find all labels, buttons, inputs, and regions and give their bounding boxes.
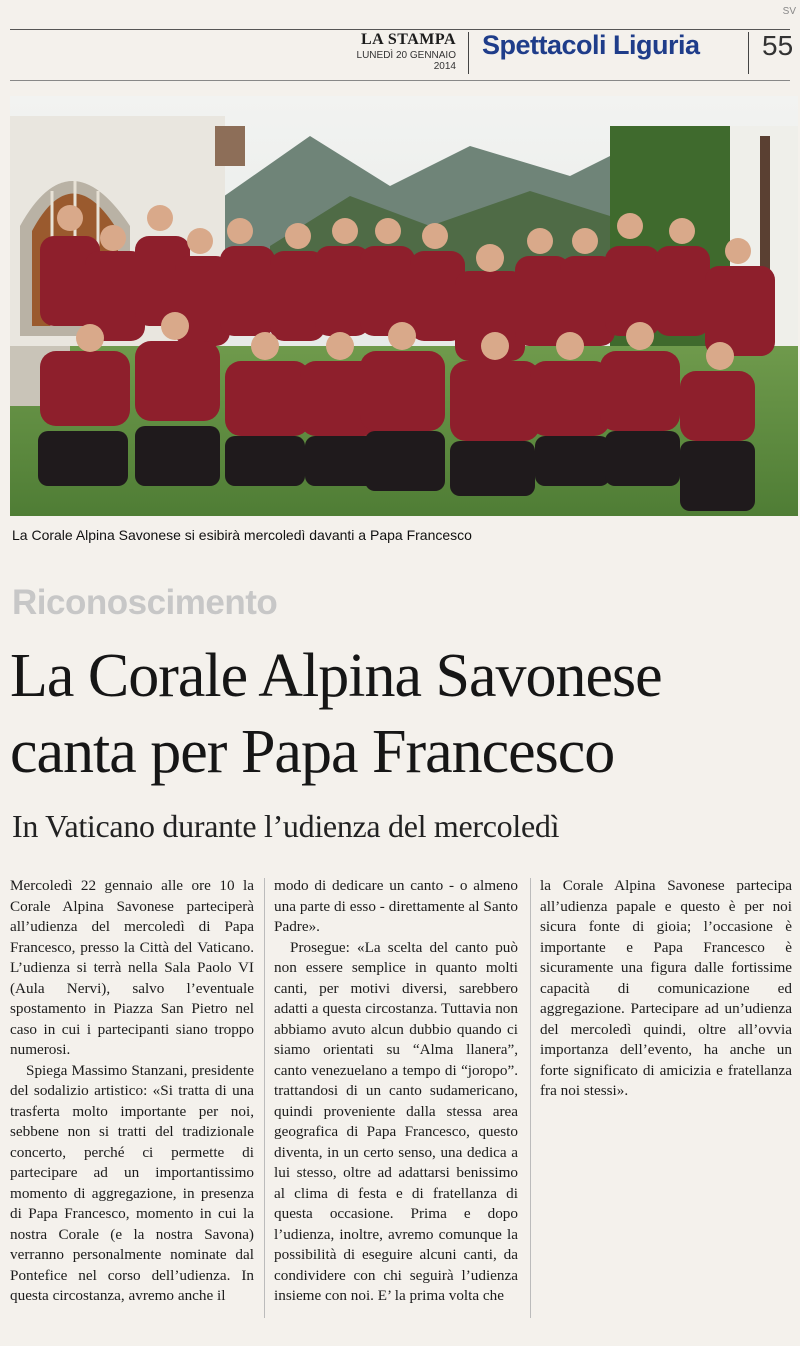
- article-column-2: [274, 876, 518, 1307]
- article-paragraph: Spiega Massimo Stanzani, presidente del sodalizio artistico: «Si tratta di una trasferta molto importante per noi, sebbene non si tratti del tradizionale concerto, perché ci permette di partecipare ad un importantissimo momento di aggregazione, in presenza di Papa Francesco, momento in cui la nostra Corale (e la nostra Savona) verranno personalmente nominate dal Pontefice nel corso dell’udienza. In questa circostanza, avremo anche il: [10, 1061, 254, 1304]
- headline-line: La Corale Alpina Savonese: [10, 642, 662, 710]
- article-paragraph: Prosegue: «La scelta del canto può non essere semplice in quanto molti canti, per motivi diversi, sarebbero adatti a questa circostanza. Tuttavia non abbiamo avuto alcun dubbio quando ci siamo orientati su “Alma llanera”, canto venezuelano a tempo di “joropo”. trattandosi di un canto sudamericano, quindi proveniente dalla stessa area geografica di Papa Francesco, questo diventa, in un certo senso, una dedica a lui stesso, oltre ad adattarsi benissimo al clima di festa e di fratellanza di questa occasione. Prima e dopo l’udienza, inoltre, avremo comunque la possibilità di eseguire alcuni canti, da condividere con chi seguirà l’udienza insieme con noi. E’ la prima volta che: [274, 938, 518, 1304]
- newspaper-name: LA STAMPA: [360, 31, 456, 48]
- article-paragraph: Mercoledì 22 gennaio alle ore 10 la Corale Alpina Savonese parteciperà all’udienza del mercoledì di Papa Francesco, presso la Città del Vaticano. L’udienza si terrà nella Sala Paolo VI (Aula Nervi), salvo l’eventuale spostamento in Piazza San Pietro nel caso in cui i partecipanti siano troppo numerosi.: [10, 877, 254, 1058]
- headline-line: canta per Papa Francesco: [10, 718, 615, 786]
- article-column-3: [540, 876, 792, 1102]
- corner-mark: SV: [782, 6, 796, 17]
- article-headline: [10, 638, 800, 790]
- article-column-1: [10, 876, 254, 1307]
- page-number: 55: [762, 30, 794, 61]
- header-rule-bottom: [10, 80, 790, 81]
- article-kicker: Riconoscimento: [12, 583, 278, 622]
- article-paragraph: la Corale Alpina Savonese partecipa all’udienza papale e questo è per noi sicura fonte di gioia; l’occasione è importante e Papa Francesco è sicuramente una figura dalle fortissime capacità di comunicazione ed aggregazione. Partecipare ad un’udienza del mercoledì quindi, oltre all’ovvia importanza dell’evento, ha anche un forte significato di amicizia e fratellanza fra noi stessi».: [540, 877, 792, 1099]
- photo-caption: La Corale Alpina Savonese si esibirà mercoledì davanti a Papa Francesco: [12, 527, 472, 543]
- section-title: Spettacoli Liguria: [482, 30, 700, 60]
- header-separator: [748, 32, 749, 74]
- issue-date: LUNEDÌ 20 GENNAIO 2014: [356, 50, 456, 72]
- choir-photo: [10, 96, 798, 516]
- header-separator: [468, 32, 469, 74]
- choir-photo-illustration: [10, 96, 798, 516]
- article-paragraph: modo di dedicare un canto - o almeno una parte di esso - direttamente al Santo Padre».: [274, 877, 518, 935]
- column-separator: [530, 878, 531, 1318]
- article-subheadline: In Vaticano durante l’udienza del mercoledì: [12, 808, 560, 844]
- newspaper-masthead: [356, 31, 456, 72]
- column-separator: [264, 878, 265, 1318]
